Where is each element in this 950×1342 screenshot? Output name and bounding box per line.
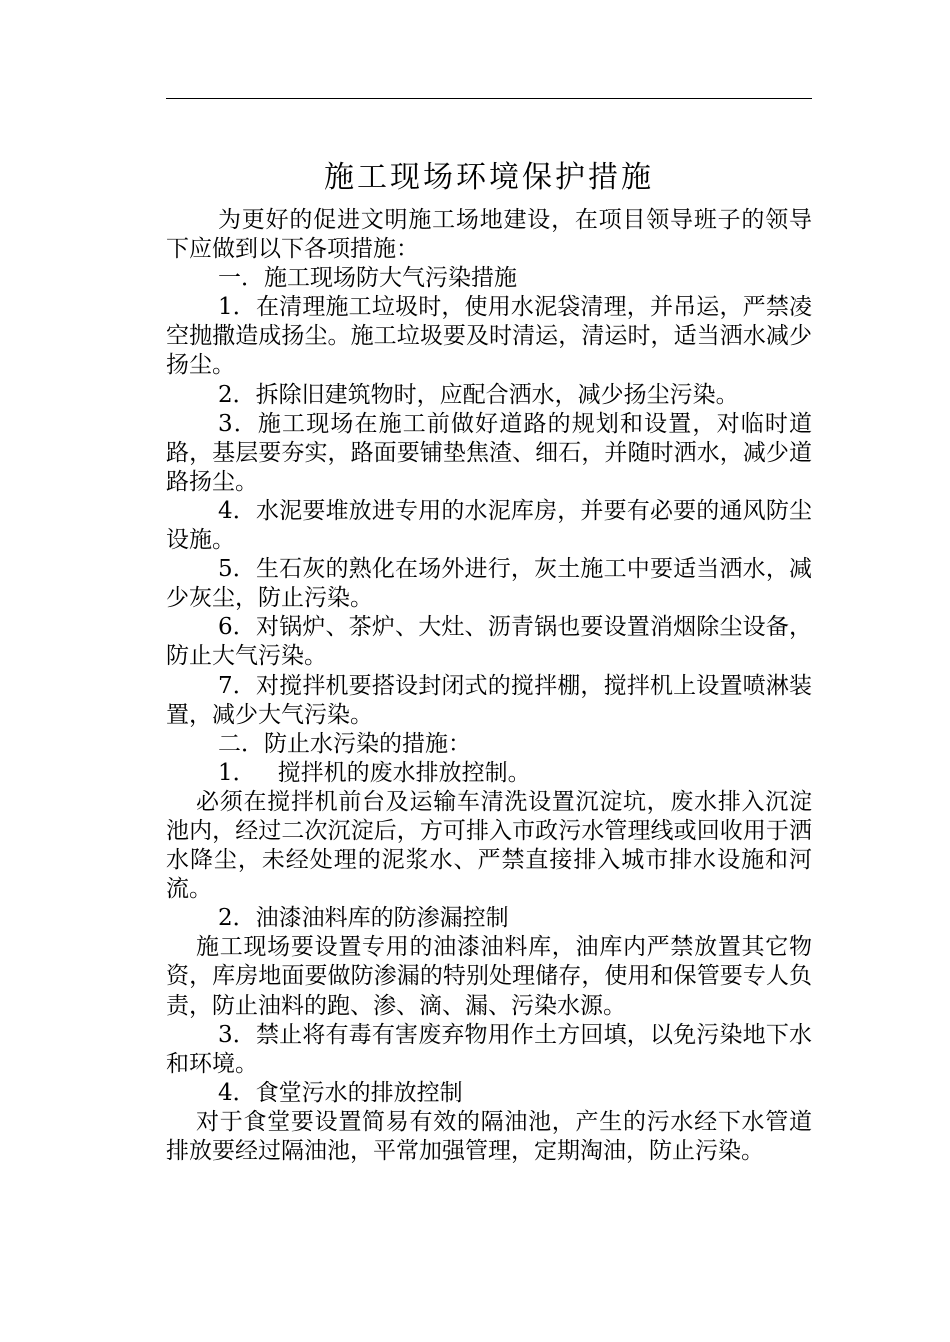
paragraph-water-1-heading: 1． 搅拌机的废水排放控制。 (218, 759, 531, 786)
paragraph-water-2-heading: 2．油漆油料库的防渗漏控制 (218, 905, 509, 932)
paragraph-water-4-body: 对于食堂要设置简易有效的隔油池，产生的污水经下水管道排放要经过隔油池，平常加强管理，定期淘油，防止污染。 (166, 1108, 812, 1164)
paragraph-water-2-body: 施工现场要设置专用的油漆油料库，油库内严禁放置其它物资，库房地面要做防渗漏的特别处理储存，使用和保管要专人负责，防止油料的跑、渗、滴、漏、污染水源。 (166, 934, 812, 1019)
paragraph-intro: 为更好的促进文明施工场地建设，在项目领导班子的领导下应做到以下各项措施： (166, 207, 812, 263)
paragraph-air-4: 4．水泥要堆放进专用的水泥库房，并要有必要的通风防尘设施。 (166, 497, 812, 554)
paragraph-air-1: 1．在清理施工垃圾时，使用水泥袋清理，并吊运，严禁凌空抛撒造成扬尘。施工垃圾要及时清运，清运时，适当洒水减少扬尘。 (166, 294, 812, 379)
paragraph-air-6: 6．对锅炉、茶炉、大灶、沥青锅也要设置消烟除尘设备，防止大气污染。 (166, 614, 812, 670)
paragraph-air-2: 2．拆除旧建筑物时，应配合洒水，减少扬尘污染。 (218, 381, 739, 408)
section-heading-air: 一．施工现场防大气污染措施 (218, 265, 517, 292)
paragraph-air-3: 3．施工现场在施工前做好道路的规划和设置，对临时道路，基层要夯实，路面要铺垫焦渣、细石，并随时洒水，减少道路扬尘。 (166, 410, 812, 495)
paragraph-water-1-body: 必须在搅拌机前台及运输车清洗设置沉淀坑，废水排入沉淀池内，经过二次沉淀后，方可排入市政污水管理线或回收用于洒水降尘，未经处理的泥浆水、严禁直接排入城市排水设施和河流。 (166, 788, 812, 903)
document-body (166, 206, 812, 1166)
document-title: 施工现场环境保护措施 (324, 160, 654, 195)
paragraph-air-7: 7．对搅拌机要搭设封闭式的搅拌棚，搅拌机上设置喷淋装置，减少大气污染。 (166, 672, 812, 728)
paragraph-water-4-heading: 4．食堂污水的排放控制 (218, 1079, 463, 1106)
header-rule (166, 98, 812, 99)
paragraph-air-5: 5．生石灰的熟化在场外进行，灰土施工中要适当洒水，减少灰尘，防止污染。 (166, 556, 812, 612)
paragraph-water-3: 3．禁止将有毒有害废弃物用作土方回填，以免污染地下水和环境。 (166, 1021, 812, 1077)
section-heading-water: 二．防止水污染的措施： (218, 730, 471, 757)
